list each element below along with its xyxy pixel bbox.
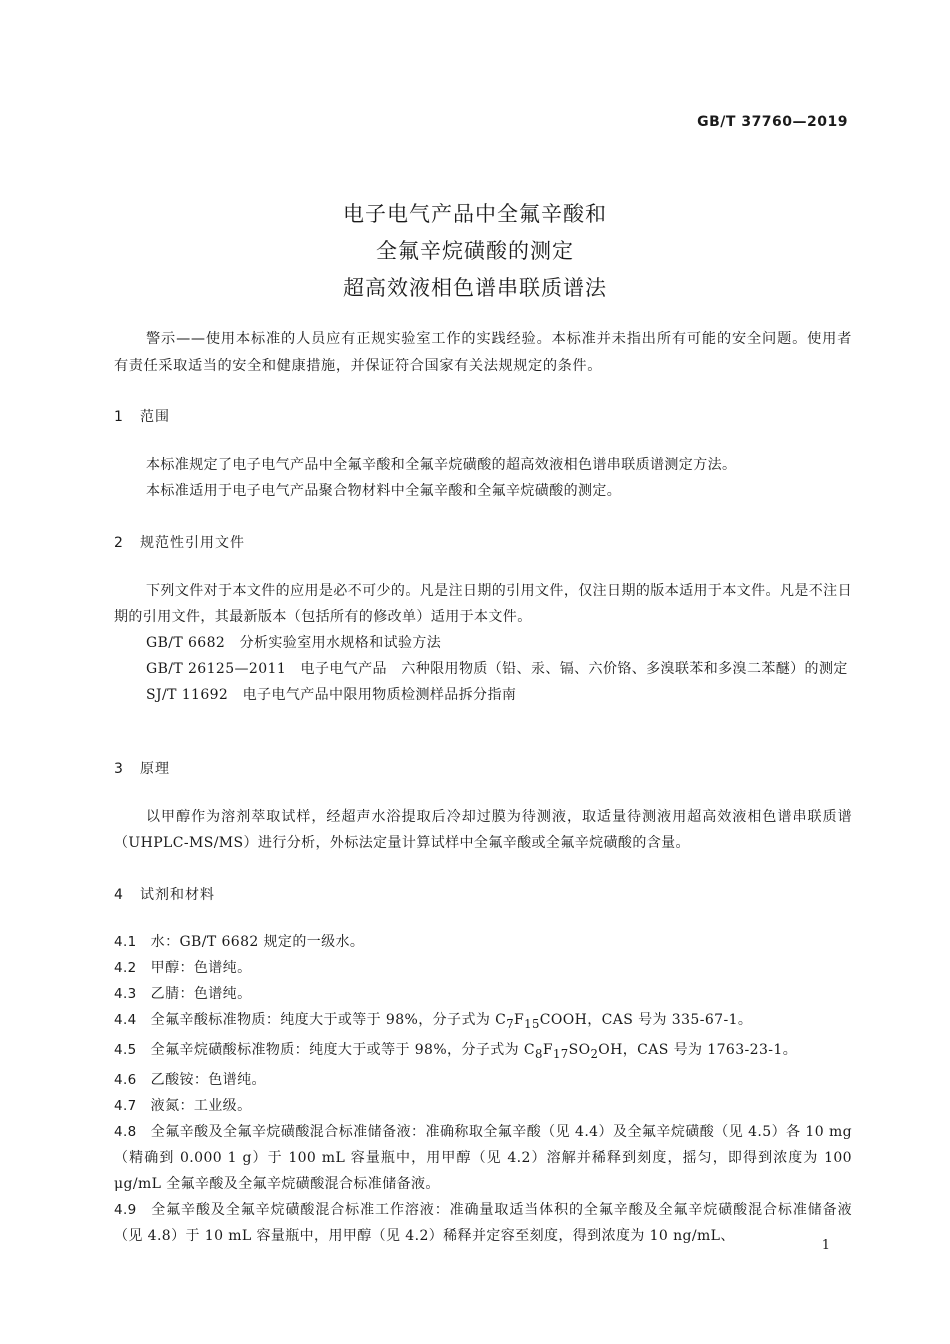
- section-number: 4: [114, 887, 124, 903]
- title-line-2: 全氟辛烷磺酸的测定: [376, 239, 574, 263]
- item-text: 全氟辛酸及全氟辛烷磺酸混合标准工作溶液：准确量取适当体积的全氟辛酸及全氟辛烷磺酸混合标准储备液（见 4.8）于 10 mL 容量瓶中，用甲醇（见 4.2）稀释并定容至刻度，得到浓度为 10 ng/mL、: [114, 1201, 852, 1244]
- reference-item: GB/T 6682 分析实验室用水规格和试验方法: [146, 635, 442, 651]
- item-text: F: [514, 1012, 525, 1028]
- item-number: 4.2: [114, 960, 137, 976]
- item-number: 4.1: [114, 934, 137, 950]
- standard-code: GB/T 37760—2019: [697, 114, 848, 130]
- item-text: OH，CAS 号为 1763-23-1。: [598, 1041, 798, 1058]
- section-heading-principle: [114, 758, 170, 778]
- title-line-3: 超高效液相色谱串联质谱法: [343, 276, 607, 300]
- item-text: SO: [568, 1041, 591, 1058]
- reagent-item: [114, 1067, 852, 1093]
- item-number: 4.3: [114, 986, 137, 1002]
- section-body-scope: [114, 452, 852, 504]
- paragraph: 本标准规定了电子电气产品中全氟辛酸和全氟辛烷磺酸的超高效液相色谱串联质谱测定方法。: [146, 457, 737, 473]
- title-line-1: 电子电气产品中全氟辛酸和: [343, 202, 607, 226]
- item-text: F: [542, 1041, 553, 1058]
- section-heading-scope: [114, 406, 170, 426]
- item-text: 乙酸铵：色谱纯。: [150, 1071, 266, 1088]
- section-number: 2: [114, 535, 124, 551]
- item-text: 全氟辛酸及全氟辛烷磺酸混合标准储备液：准确称取全氟辛酸（见 4.4）及全氟辛烷磺酸（见 4.5）各 10 mg（精确到 0.000 1 g）于 100 mL 容量瓶中，用甲醇（见 4.2）溶解并稀释到刻度，摇匀，即得到浓度为 100 μg/mL 全氟辛酸及全氟辛烷磺酸混合标准储备液。: [114, 1123, 852, 1192]
- reagent-item: [114, 1007, 852, 1037]
- paragraph: 下列文件对于本文件的应用是必不可少的。凡是注日期的引用文件，仅注日期的版本适用于本文件。凡是不注日期的引用文件，其最新版本（包括所有的修改单）适用于本文件。: [114, 583, 852, 625]
- document-title: [0, 196, 950, 307]
- item-text: COOH，CAS 号为 335-67-1。: [539, 1012, 753, 1028]
- subscript: 17: [552, 1046, 569, 1061]
- section-title: 范围: [140, 409, 170, 425]
- item-number: 4.6: [114, 1071, 137, 1088]
- section-title: 原理: [140, 761, 170, 777]
- subscript: 2: [590, 1046, 599, 1061]
- section-title: 试剂和材料: [140, 887, 215, 903]
- reagent-item: [114, 955, 852, 981]
- item-text: 全氟辛酸标准物质：纯度大于或等于 98%，分子式为 C: [150, 1012, 507, 1028]
- item-text: 甲醇：色谱纯。: [150, 960, 252, 976]
- subscript: 8: [535, 1046, 543, 1061]
- item-text: 液氮：工业级。: [150, 1097, 252, 1114]
- section-body-normative-references: [114, 578, 852, 708]
- item-number: 4.8: [114, 1123, 137, 1140]
- reference-item: GB/T 26125—2011 电子电气产品 六种限用物质（铅、汞、镉、六价铬、多溴联苯和多溴二苯醚）的测定: [146, 661, 848, 677]
- item-text: 全氟辛烷磺酸标准物质：纯度大于或等于 98%，分子式为 C: [150, 1041, 535, 1058]
- reference-item: SJ/T 11692 电子电气产品中限用物质检测样品拆分指南: [146, 687, 517, 703]
- reagent-item: [114, 1093, 852, 1119]
- section-body-principle: [114, 804, 852, 856]
- paragraph: 以甲醇作为溶剂萃取试样，经超声水浴提取后冷却过膜为待测液，取适量待测液用超高效液相色谱串联质谱（UHPLC-MS/MS）进行分析，外标法定量计算试样中全氟辛酸或全氟辛烷磺酸的含量。: [114, 809, 852, 851]
- section-heading-normative-references: [114, 532, 245, 552]
- reagent-item: [114, 981, 852, 1007]
- reagent-item: [114, 1037, 852, 1067]
- section-title: 规范性引用文件: [140, 535, 245, 551]
- reagent-item: [114, 929, 852, 955]
- item-number: 4.7: [114, 1097, 137, 1114]
- page-number: 1: [821, 1238, 830, 1253]
- subscript: 7: [506, 1016, 515, 1031]
- item-text: 乙腈：色谱纯。: [150, 986, 252, 1002]
- section-number: 3: [114, 761, 124, 777]
- section-number: 1: [114, 409, 124, 425]
- subscript: 15: [524, 1016, 540, 1031]
- section-heading-reagents: [114, 884, 215, 904]
- reagent-item: [114, 1197, 852, 1249]
- section-body-reagents: [114, 929, 852, 1249]
- paragraph: 本标准适用于电子电气产品聚合物材料中全氟辛酸和全氟辛烷磺酸的测定。: [146, 483, 622, 499]
- item-number: 4.5: [114, 1041, 137, 1058]
- item-number: 4.4: [114, 1012, 137, 1028]
- item-number: 4.9: [114, 1201, 137, 1218]
- item-text: 水：GB/T 6682 规定的一级水。: [150, 934, 365, 950]
- reagent-item: [114, 1119, 852, 1197]
- safety-warning: 警示——使用本标准的人员应有正规实验室工作的实践经验。本标准并未指出所有可能的安全问题。使用者有责任采取适当的安全和健康措施，并保证符合国家有关法规规定的条件。: [114, 331, 852, 374]
